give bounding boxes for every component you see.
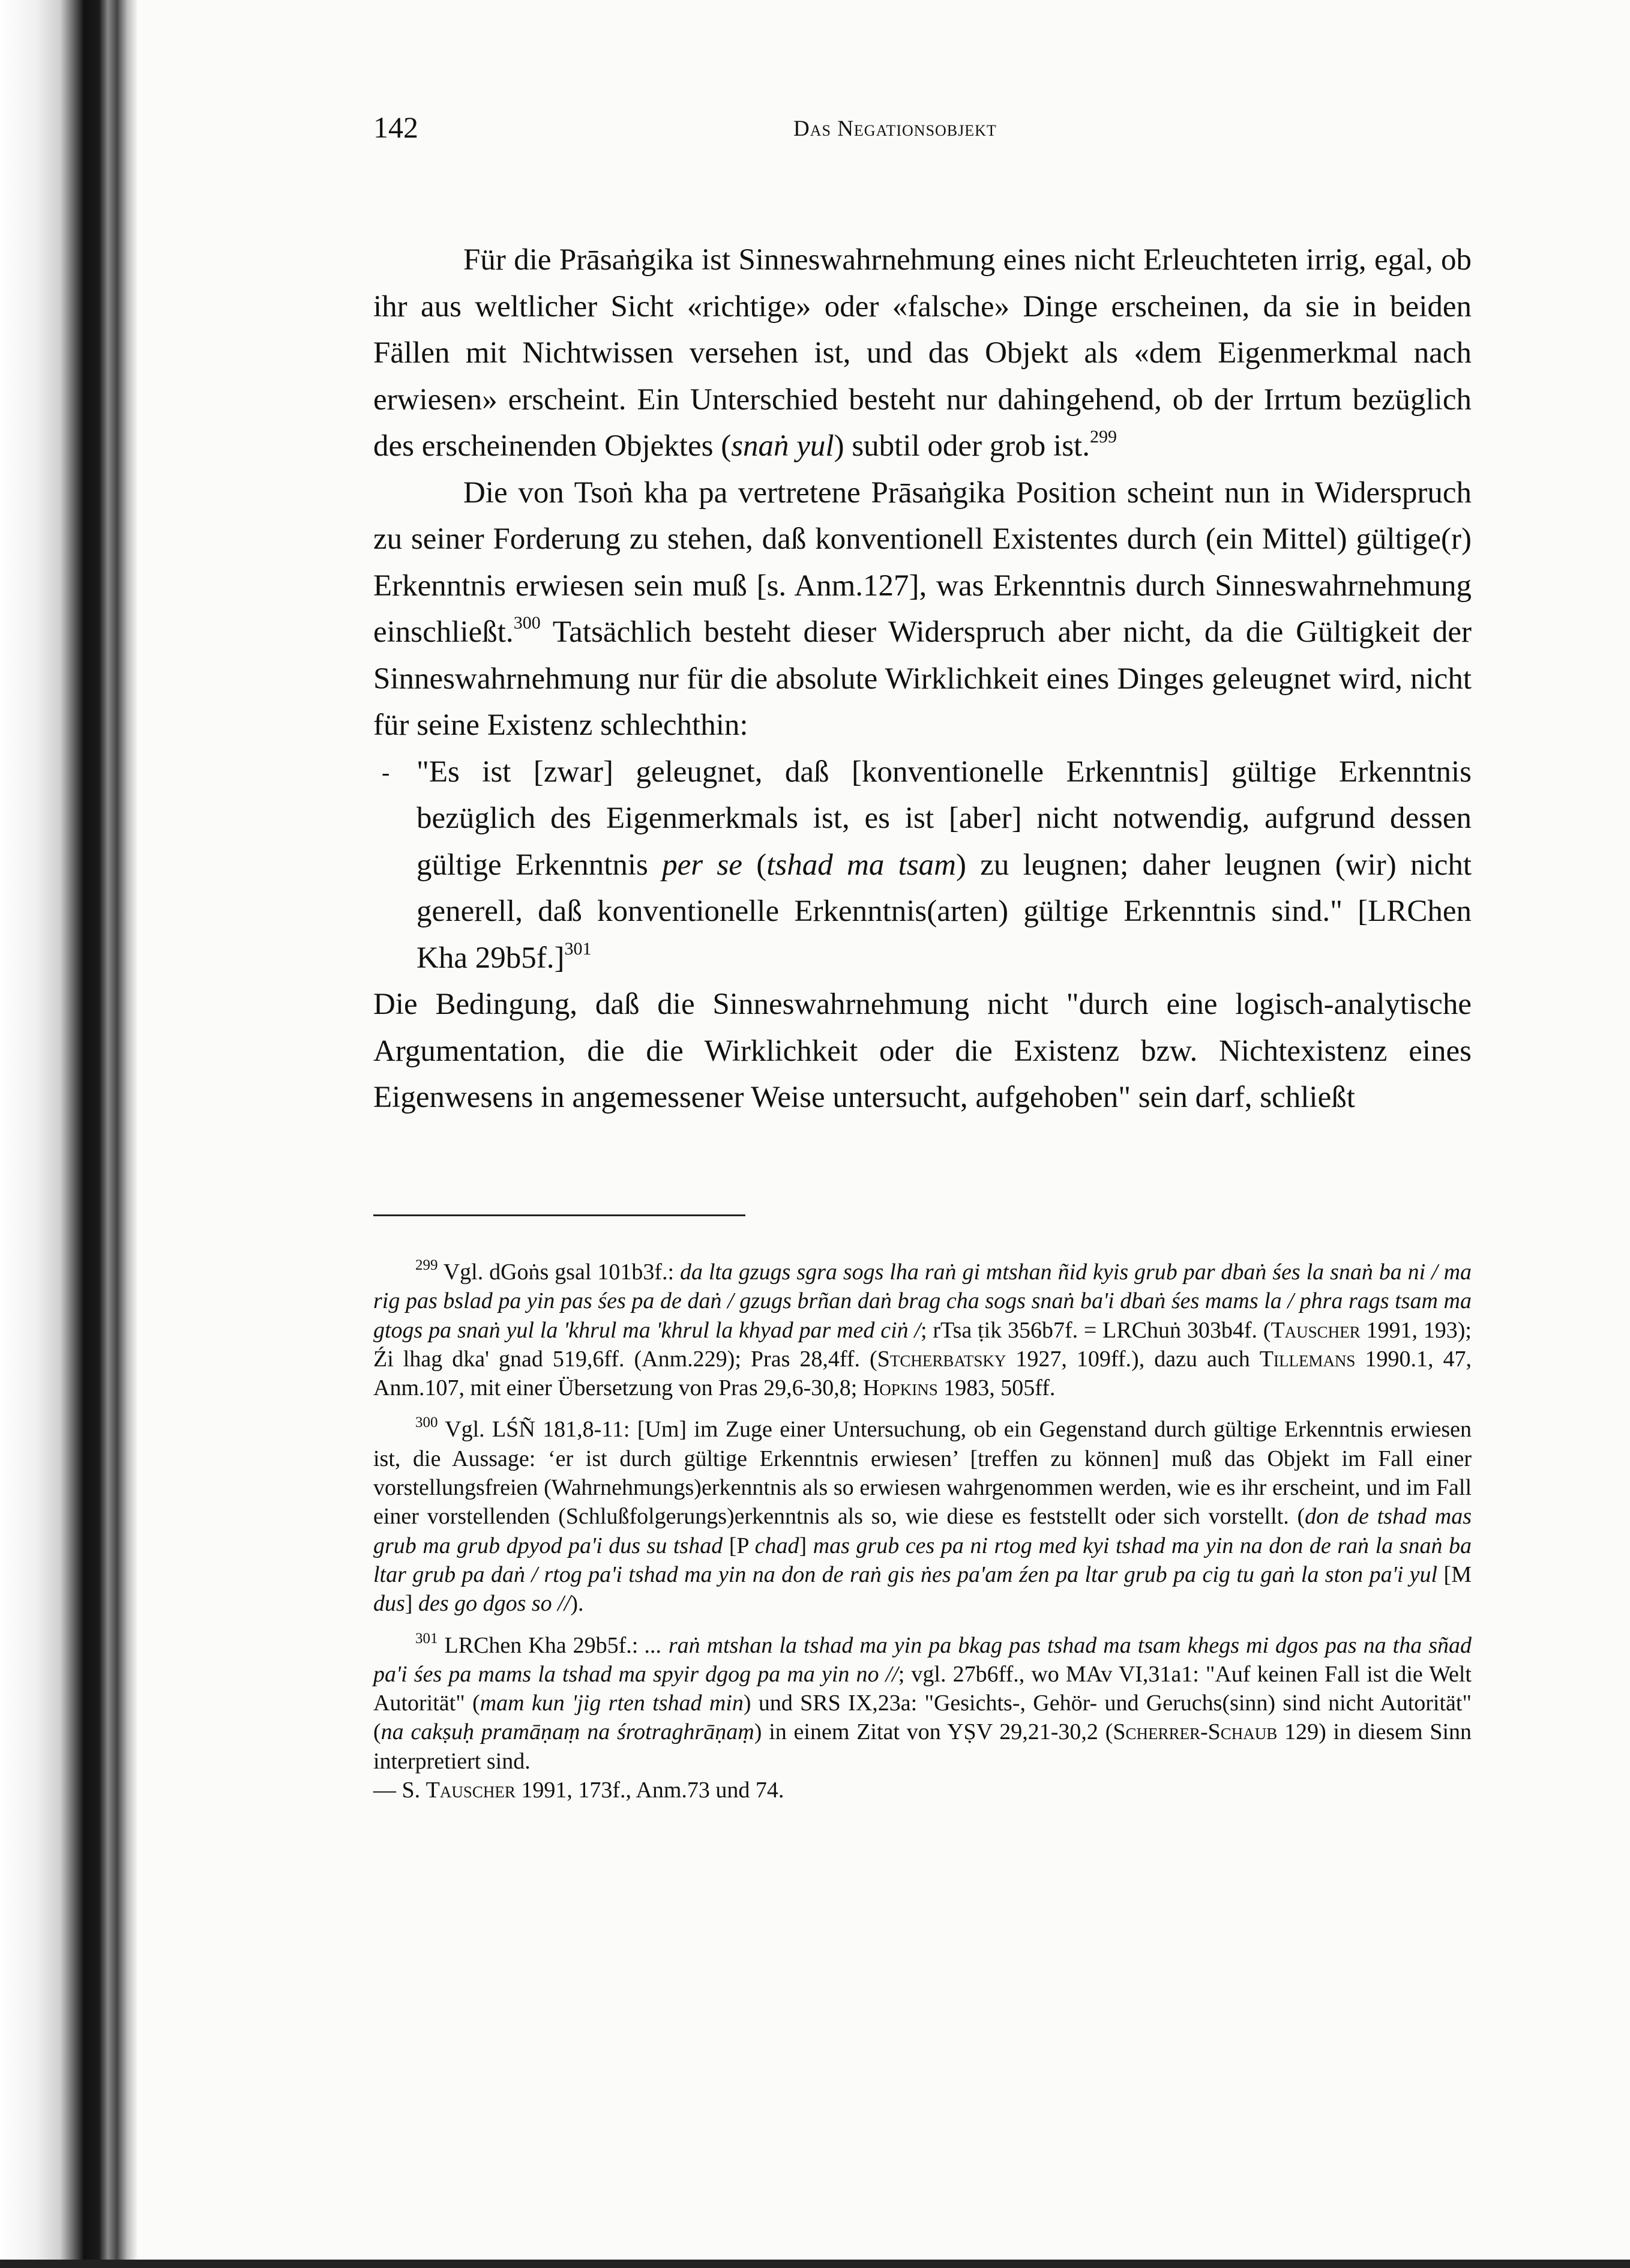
p3-text: Die Bedingung, daß die Sinneswahrnehmung nicht "durch eine logisch-analytische Argumentation, die die Wirklichkeit oder die Existenz bzw. Nichtexistenz eines Eigenwesens in angemessener Weise untersucht, aufgehoben" sein darf, schließt (373, 988, 1472, 1114)
footnote-number: 300 (415, 1414, 438, 1431)
fn-tibetan-italic: mam kun 'jig rten tshad min (480, 1690, 744, 1716)
quote-italic-1: per se (662, 848, 742, 882)
fn-author: Tauscher (1271, 1317, 1361, 1343)
fn-text: 1991, 193); Źi lhag dka' gnad 519,6ff. (Anm.229); Pras 28,4ff. ( (373, 1317, 1472, 1372)
page-header (373, 110, 1454, 152)
fn-text: ; rTsa ṭik 356b7f. = LRChuṅ 303b4f. ( (921, 1317, 1271, 1343)
footnote-300 (373, 1415, 1472, 1618)
fn-text: Vgl. dGoṅs gsal 101b3f.: (438, 1259, 680, 1285)
book-spine-shadow (0, 0, 138, 2268)
scan-bottom-edge (0, 2260, 1630, 2268)
fn-text: 1990.1, 47, Anm.107, mit einer Übersetzung von Pras 29,6-30,8; (373, 1346, 1472, 1401)
footnote-ref-301[interactable]: 301 (564, 938, 592, 959)
fn-text: — S. (373, 1778, 426, 1803)
fn-text: Vgl. LŚÑ 181,8-11: [Um] im Zuge einer Untersuchung, ob ein Gegenstand durch gültige Erkenntnis erwiesen ist, die Aussage: ‘er ist durch gültige Erkenntnis erwiesen’ [treffen zu können] muß das Objekt im Fall einer vorstellungsfreien (Wahrnehmungs)erkenntnis als so erwiesen wahrgenommen werden, wie es ihr erscheint, und im Fall einer vorstellenden (Schlußfolgerungs)erkenntnis als so, wie diese es feststellt oder sich vorstellt. ( (373, 1417, 1472, 1530)
fn-author: Stcherbatsky (877, 1346, 1006, 1372)
quote-a: "Es ist [zwar] geleugnet, daß [konventionelle Erkenntnis] gültige Erkenntnis bezüglich des Eigenmerkmals ist, es ist [aber] nicht notwendig, aufgrund dessen gültige Erkenntnis (417, 755, 1472, 882)
running-title: Das Negationsobjekt (793, 116, 997, 141)
fn-text: 129) in diesem Sinn interpretiert sind. (373, 1719, 1472, 1774)
p1-text: Für die Prāsaṅgika ist Sinneswahrnehmung eines nicht Erleuchteten irrig, egal, ob ihr aus weltlicher Sicht «richtige» oder «falsche» Dinge erscheinen, da sie in beiden Fällen mit Nichtwissen versehen ist, und das Objekt als «dem Eigenmerkmal nach erwiesen» erscheint. Ein Unterschied besteht nur dahingehend, ob der Irrtum bezüglich des erscheinenden Objektes ( (373, 243, 1472, 463)
footnote-301 (373, 1631, 1472, 1805)
paragraph-3 (373, 982, 1472, 1121)
footnote-number: 301 (415, 1630, 438, 1647)
fn-author: Scherrer-Schaub (1113, 1719, 1278, 1745)
fn-text: ] (404, 1591, 418, 1617)
footnote-number: 299 (415, 1257, 438, 1273)
fn-text: 1991, 173f., Anm.73 und 74. (515, 1778, 784, 1803)
quote-mark: - (382, 758, 390, 786)
fn-text: ). (570, 1591, 584, 1617)
fn-tibetan-italic: chad (754, 1533, 799, 1558)
fn-text: LRChen Kha 29b5f.: (438, 1632, 645, 1658)
fn-text: 1927, 109ff.), dazu auch (1006, 1346, 1260, 1372)
fn-author: Tauscher (426, 1778, 516, 1803)
p1-end: ) subtil oder grob ist. (834, 429, 1090, 463)
footnote-299 (373, 1258, 1472, 1402)
fn-text: ; vgl. 27b6ff., wo MAv VI,31a1: "Auf keinen Fall ist die Welt Autorität" ( (373, 1661, 1472, 1716)
fn-tibetan-italic: des go dgos so // (418, 1591, 571, 1617)
footnote-separator (373, 1214, 745, 1216)
fn-text: ) in einem Zitat von YṢV 29,21-30,2 ( (754, 1719, 1113, 1745)
main-text (373, 237, 1472, 1121)
fn-tibetan-italic: da lta gzugs sgra sogs lha raṅ gi mtshan ñid kyis grub par dbaṅ śes la snaṅ ba ni / ma rig pas bslad pa yin pas śes pa de daṅ / gzugs brñan daṅ brag cha sogs snaṅ ba'i dbaṅ śes mams la / phra rags tsam ma gtogs pa snaṅ yul la 'khrul ma 'khrul la khyad par med ciṅ / (373, 1259, 1472, 1343)
p2b-text: Tatsächlich besteht dieser Widerspruch aber nicht, da die Gültigkeit der Sinneswahrnehmung nur für die absolute Wirklichkeit eines Dinges geleugnet wird, nicht für seine Existenz schlechthin: (373, 615, 1472, 742)
page-number: 142 (373, 110, 418, 144)
fn-tibetan-italic: dus (373, 1591, 405, 1617)
quote-c: ) zu leugnen; daher leugnen (wir) nicht generell, daß konventionelle Erkenntnis(arten) gültige Erkenntnis sind." [LRChen Kha 29b5f.] (417, 848, 1472, 975)
footnote-ref-300[interactable]: 300 (513, 613, 541, 633)
fn-tibetan-italic: mas grub ces pa ni rtog med kyi tshad ma yin na don de raṅ la snaṅ ba ltar grub pa daṅ / rtog pa'i tshad ma yin na don de raṅ gis ṅes pa'am źen pa ltar grub pa cig tu gaṅ la ston pa'i yul (373, 1533, 1472, 1587)
fn-text: [P (723, 1533, 755, 1558)
fn-text: ) und SRS IX,23a: "Gesichts-, Gehör- und Geruchs(sinn) sind nicht Autorität" ( (373, 1690, 1472, 1745)
p1-italic: snaṅ yul (731, 429, 834, 463)
fn-text: ] (799, 1533, 813, 1558)
p2a-text: Die von Tsoṅ kha pa vertretene Prāsaṅgika Position scheint nun in Widerspruch zu seiner Forderung zu stehen, daß konventionell Existentes durch (ein Mittel) gültige(r) Erkenntnis erwiesen sein muß [s. Anm.127], was Erkenntnis durch Sinneswahrnehmung einschließt. (373, 475, 1472, 649)
fn-text: 1983, 505ff. (937, 1375, 1056, 1401)
paragraph-1 (373, 237, 1472, 470)
paragraph-2 (373, 470, 1472, 749)
footnotes (373, 1258, 1472, 1817)
fn-tibetan-italic: ... raṅ mtshan la tshad ma yin pa bkag pas tshad ma tsam khegs mi dgos pas na tha sñad pa'i śes pa mams la tshad ma spyir dgog pa ma yin no // (373, 1632, 1472, 1687)
quote-b: ( (742, 848, 767, 882)
fn-author: Tillemans (1259, 1346, 1356, 1372)
fn-text: [M (1437, 1561, 1472, 1587)
quote-italic-2: tshad ma tsam (766, 848, 956, 882)
block-quote (382, 749, 1472, 982)
fn-author: Hopkins (862, 1375, 938, 1401)
fn-tibetan-italic: don de tshad mas grub ma grub dpyod pa'i dus su tshad (373, 1504, 1472, 1558)
footnote-ref-299[interactable]: 299 (1089, 427, 1117, 447)
fn-sanskrit-italic: na cakṣuḥ pramāṇaṃ na śrotraghrāṇaṃ (380, 1719, 754, 1745)
